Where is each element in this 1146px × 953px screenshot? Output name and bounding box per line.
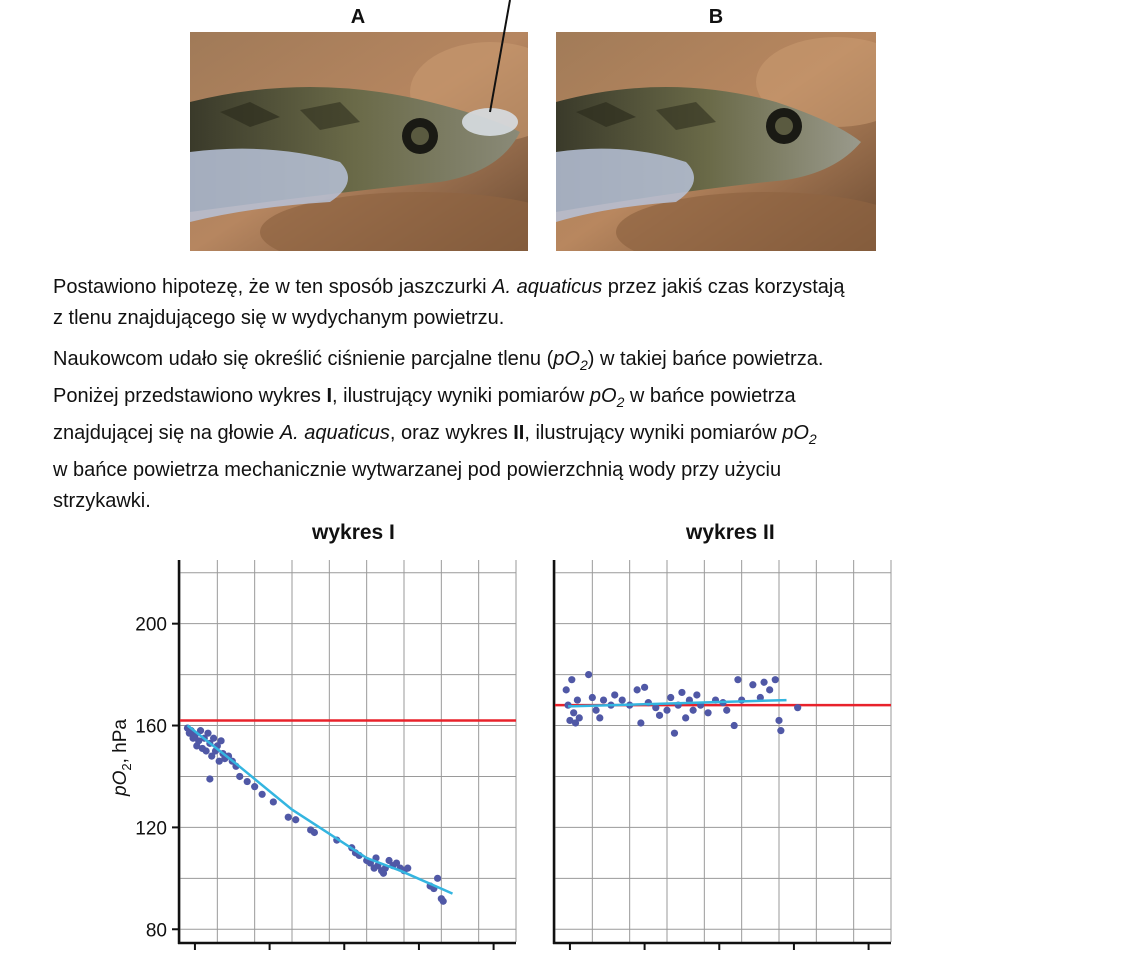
chart-ii-data-point [645, 699, 652, 706]
text-run: , ilustrujący wyniki pomiarów [524, 422, 783, 444]
chart-i-data-point [363, 857, 370, 864]
chart-i-data-point [199, 745, 206, 752]
text-run: , ilustrujący wyniki pomiarów [332, 385, 590, 407]
chart-ref-i: I [326, 385, 333, 407]
chart-i-data-point [333, 837, 340, 844]
chart-ii-data-point [576, 714, 583, 721]
chart-i-data-point [212, 747, 219, 754]
chart-ii-data-point [671, 730, 678, 737]
chart-i-data-point [311, 829, 318, 836]
text-run: strzykawki. [53, 490, 151, 512]
chart-i-data-point [191, 732, 198, 739]
chart-ii-data-point [634, 686, 641, 693]
chart-ii-data-point [766, 686, 773, 693]
chart-ii-data-point [570, 709, 577, 716]
text-run: z tlenu znajdującego się w wydychanym powietrzu. [53, 307, 505, 329]
chart-ii-data-point [757, 694, 764, 701]
photo-a-label: A [350, 6, 366, 28]
chart-i-data-point [404, 865, 411, 872]
chart-ii-data-point [572, 719, 579, 726]
chart-ii-data-point [794, 704, 801, 711]
chart-i-data-point [378, 867, 385, 874]
chart-i-data-point [259, 791, 266, 798]
chart-ii-data-point [564, 702, 571, 709]
chart-i-data-point [210, 735, 217, 742]
chart-ii-data-point [563, 686, 570, 693]
chart-i-data-point [427, 882, 434, 889]
chart-ii-data-point [656, 712, 663, 719]
chart-ref-ii: II [513, 422, 525, 444]
lizard-photo-a [190, 32, 528, 251]
chart-i-y-tick-label: 200 [135, 614, 167, 636]
lizard-photo-b [556, 32, 876, 251]
chart-ii-data-point [772, 676, 779, 683]
chart-ii-data-point [626, 702, 633, 709]
chart-ii-data-point [712, 696, 719, 703]
photo-b-label: B [708, 6, 724, 28]
chart-ii-data-point [697, 702, 704, 709]
text-run: znajdującej się na głowie [53, 422, 280, 444]
chart-ii-data-point [678, 689, 685, 696]
chart-i-y-tick-label: 120 [135, 818, 167, 840]
chart-i-data-point [225, 752, 232, 759]
chart-i-data-point [189, 735, 196, 742]
subscript: 2 [808, 431, 817, 447]
text-run: Naukowcom udało się określić ciśnienie parcjalne tlenu ( [53, 348, 554, 370]
chart-i-data-point [217, 737, 224, 744]
chart-ii-data-point [566, 717, 573, 724]
chart-i-data-point [236, 773, 243, 780]
chart-i-data-point [206, 740, 213, 747]
chart-i-data-point [400, 867, 407, 874]
species-name: A. aquaticus [279, 422, 390, 444]
chart-i-data-point [270, 798, 277, 805]
chart-i-data-point [434, 875, 441, 882]
chart-i-data-point [393, 859, 400, 866]
text-run: w bańce powietrza mechanicznie wytwarzanej pod powierzchnią wody przy użyciu [53, 459, 782, 481]
chart-i-data-point [352, 849, 359, 856]
chart-i-data-point [397, 865, 404, 872]
chart-ii-data-point [738, 696, 745, 703]
chart-ii-data-point [596, 714, 603, 721]
chart-i-data-point [221, 755, 228, 762]
chart-i-data-point [184, 724, 191, 731]
text-run: ) w takiej bańce powietrza. [587, 348, 824, 370]
chart-ii-data-point [652, 704, 659, 711]
chart-i-data-point [229, 758, 236, 765]
chart-i-trend-line [188, 726, 453, 894]
variable-po2: pO [782, 422, 809, 444]
chart-i-data-point [382, 865, 389, 872]
chart-ii-data-point [760, 679, 767, 686]
chart-i-data-point [389, 862, 396, 869]
chart-ii-trend-line [568, 700, 786, 706]
chart-ii-data-point [693, 691, 700, 698]
chart-i-data-point [219, 750, 226, 757]
chart-ii-data-point [777, 727, 784, 734]
chart-i-y-tick-label: 160 [135, 716, 167, 738]
chart-i-data-point [374, 862, 381, 869]
text-run: , oraz wykres [389, 422, 514, 444]
chart-ii-data-point [775, 717, 782, 724]
chart-i-data-point [385, 857, 392, 864]
chart-i-data-point [201, 735, 208, 742]
chart-i-y-tick-label: 80 [145, 920, 167, 942]
chart-i-data-point [193, 742, 200, 749]
chart-i-data-point [244, 778, 251, 785]
chart-ii-data-point [637, 719, 644, 726]
chart-ii-data-point [749, 681, 756, 688]
chart-i-data-point [195, 737, 202, 744]
chart-ii-data-point [723, 707, 730, 714]
chart-i-data-point [380, 870, 387, 877]
chart-i-data-point [197, 727, 204, 734]
subscript: 2 [579, 357, 588, 373]
chart-i-data-point [203, 747, 210, 754]
chart-ii-data-point [731, 722, 738, 729]
chart-ii-data-point [568, 676, 575, 683]
chart-ii-data-point [619, 696, 626, 703]
chart-ii-data-point [682, 714, 689, 721]
chart-i-y-axis-label: $pO_2$, hPa [110, 719, 134, 796]
chart-i-data-point [367, 859, 374, 866]
chart-ii-data-point [611, 691, 618, 698]
chart-ii-data-point [585, 671, 592, 678]
chart-i-data-point [204, 730, 211, 737]
chart-ii-data-point [600, 696, 607, 703]
chart-i-data-point [214, 742, 221, 749]
chart-i-data-point [440, 898, 447, 905]
chart-ii-data-point [667, 694, 674, 701]
chart-ii-data-point [607, 702, 614, 709]
chart-i-data-point [251, 783, 258, 790]
chart-i-data-point [206, 775, 213, 782]
chart-ii-data-point [641, 684, 648, 691]
chart-i-data-point [292, 816, 299, 823]
chart-ii-data-point [663, 707, 670, 714]
text-run: Postawiono hipotezę, że w ten sposób jaszczurki [53, 276, 493, 298]
chart-i-data-point [232, 763, 239, 770]
text-run: przez jakiś czas korzystają [602, 276, 845, 298]
chart-i-data-point [188, 727, 195, 734]
measurement-paragraph [53, 344, 823, 517]
variable-po2: pO [553, 348, 580, 370]
chart-i-data-point [285, 814, 292, 821]
chart-ii-title: wykres II [686, 521, 775, 544]
chart-ii-data-point [690, 707, 697, 714]
chart-i-data-point [356, 852, 363, 859]
text-run: w bańce powietrza [624, 385, 796, 407]
chart-i-data-point [216, 758, 223, 765]
chart-ii-data-point [675, 702, 682, 709]
chart-i-data-point [307, 826, 314, 833]
chart-i-title: wykres I [312, 521, 395, 544]
chart-i-data-point [348, 844, 355, 851]
species-name: A. aquaticus [492, 276, 603, 298]
chart-i-data-point [208, 752, 215, 759]
chart-ii-data-point [734, 676, 741, 683]
text-run: Poniżej przedstawiono wykres [53, 385, 327, 407]
variable-po2: pO [589, 385, 617, 407]
chart-ii-data-point [719, 699, 726, 706]
chart-ii-data-point [592, 707, 599, 714]
chart-i-data-point [372, 854, 379, 861]
chart-ii-data-point [704, 709, 711, 716]
hypothesis-paragraph [53, 272, 845, 334]
chart-i-data-point [438, 895, 445, 902]
chart-ii-data-point [589, 694, 596, 701]
chart-ii-data-point [686, 696, 693, 703]
chart-i-data-point [371, 865, 378, 872]
chart-ii-data-point [574, 696, 581, 703]
chart-i-data-point [430, 885, 437, 892]
subscript: 2 [616, 394, 625, 410]
chart-i-data-point [186, 730, 193, 737]
